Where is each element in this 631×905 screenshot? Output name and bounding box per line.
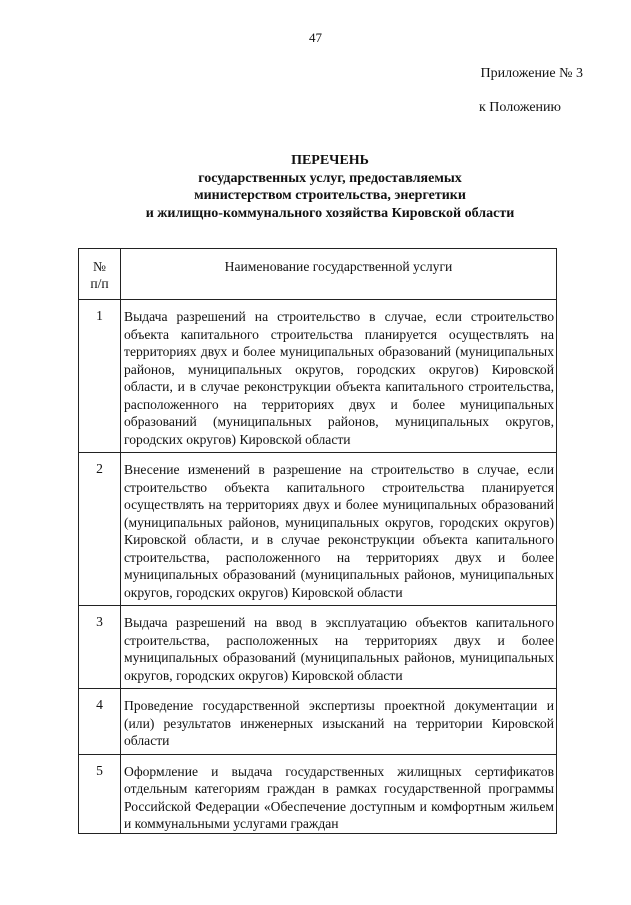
table-row bbox=[79, 754, 557, 833]
table-header-row bbox=[79, 249, 557, 300]
services-table bbox=[78, 248, 557, 834]
row-description: Выдача разрешений на строительство в случае, если строительство объекта капитального строительства планируется осуществлять на территориях двух и более муниципальных образований (муниципальных районов, муниципальных округов, городских округов) Кировской области, и в случае реконструкции объекта капитального строительства, расположенного на территориях двух и более муниципальных образований (муниципальных районов, муниципальных округов, городских округов) Кировской области bbox=[121, 300, 557, 453]
header-number-symbol: № bbox=[93, 259, 106, 274]
page-number: 47 bbox=[309, 30, 322, 45]
appendix-reference: к Положению bbox=[478, 100, 561, 115]
table-row bbox=[79, 300, 557, 453]
title-line-1: ПЕРЕЧЕНЬ bbox=[291, 153, 369, 168]
header-number-abbr: п/п bbox=[90, 276, 109, 291]
row-number: 3 bbox=[79, 606, 121, 689]
table-row bbox=[79, 689, 557, 755]
row-description: Внесение изменений в разрешение на строительство в случае, если строительство объекта капитального строительства планируется осуществлять на территориях двух и более муниципальных образований (муниципальных районов, муниципальных округов, городских округов) Кировской области, и в случае реконструкции объекта капитального строительства, расположенного на территориях двух и более муниципальных образований (муниципальных районов, муниципальных округов, городских округов) Кировской области bbox=[121, 453, 557, 606]
row-number: 1 bbox=[79, 300, 121, 453]
document-title bbox=[70, 152, 590, 222]
row-number: 2 bbox=[79, 453, 121, 606]
row-description: Оформление и выдача государственных жилищных сертификатов отдельным категориям граждан в рамках государственной программы Российской Федерации «Обеспечение доступным и комфортным жильем и коммунальными услугами граждан bbox=[121, 754, 557, 833]
row-description: Проведение государственной экспертизы проектной документации и (или) результатов инженерных изысканий на территории Кировской области bbox=[121, 689, 557, 755]
row-number: 5 bbox=[79, 754, 121, 833]
title-line-2: государственных услуг, предоставляемых bbox=[198, 170, 462, 186]
row-description: Выдача разрешений на ввод в эксплуатацию объектов капитального строительства, расположенных на территориях двух и более муниципальных образований (муниципальных районов, муниципальных округов, городских округов) Кировской области bbox=[121, 606, 557, 689]
table-row bbox=[79, 453, 557, 606]
header-number-cell bbox=[79, 249, 121, 300]
row-number: 4 bbox=[79, 689, 121, 755]
table-row bbox=[79, 606, 557, 689]
title-line-4: и жилищно-коммунального хозяйства Кировской области bbox=[145, 205, 515, 221]
appendix-label: Приложение № 3 bbox=[480, 66, 583, 81]
title-line-3: министерством строительства, энергетики bbox=[194, 188, 466, 203]
header-name-cell: Наименование государственной услуги bbox=[121, 249, 557, 300]
